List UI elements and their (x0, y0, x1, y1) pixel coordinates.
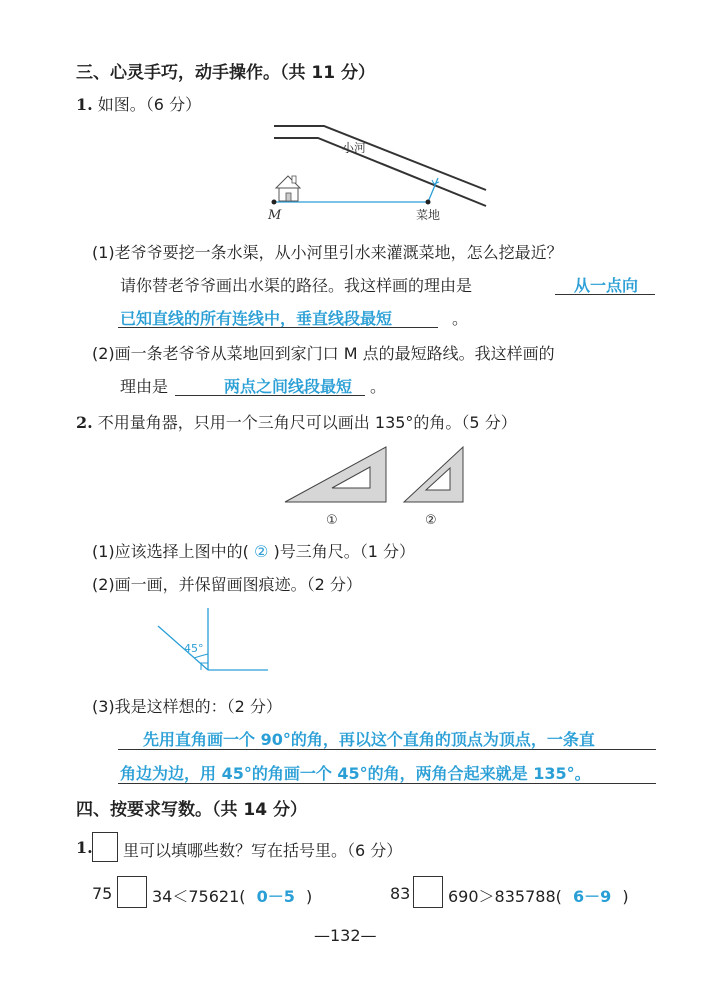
question-1-text: 如图。（6 分） (97, 95, 202, 114)
answer-underline (118, 327, 438, 328)
angle-drawing (150, 604, 270, 684)
blank-box (92, 832, 118, 862)
set-squares-figure (280, 444, 480, 528)
exercise-1-close: ) (305, 887, 313, 906)
q2-part1-suffix: )号三角尺。（1 分） (273, 542, 415, 561)
q2-part3-answer-2: 角边为边，用 45°的角画一个 45°的角，两角合起来就是 135°。 (120, 764, 591, 783)
question-1-number: 1. (76, 95, 93, 114)
section-4-title: 四、按要求写数。（共 14 分） (76, 800, 307, 820)
q2-part2-text: (2)画一画，并保留画图痕迹。（2 分） (92, 575, 362, 594)
q2-part3-text: (3)我是这样想的：（2 分） (92, 697, 282, 716)
m-label: M (268, 208, 282, 223)
q1-part2-prefix: 理由是 (120, 377, 169, 396)
answer-underline (175, 395, 365, 396)
q2-part1-line (92, 539, 415, 562)
page-number: —132— (314, 926, 377, 945)
q1-part1-answer-1: 从一点向 (574, 276, 639, 295)
set-square-1 (285, 447, 386, 502)
s4-question-1-text: 里可以填哪些数？写在括号里。（6 分） (123, 841, 403, 860)
q1-part1-answer-2: 已知直线的所有连线中，垂直线段最短 (120, 309, 393, 328)
exercise-1-prefix: 75 (92, 884, 113, 903)
q1-part1-end: 。 (452, 309, 469, 328)
question-2-number: 2. (76, 413, 93, 432)
exercise-1-blank-box (117, 876, 147, 908)
point-field (426, 200, 431, 205)
exercise-2-suffix: 690＞835788( (448, 887, 562, 906)
set-square-2-label: ② (425, 513, 437, 528)
exercise-2-close: ) (622, 887, 629, 906)
exercise-1-answer: 0－5 (256, 887, 295, 906)
exercise-1-line (152, 884, 312, 907)
q1-part2-answer: 两点之间线段最短 (224, 377, 353, 396)
exercise-1-suffix: 34＜75621( (152, 887, 246, 906)
q1-part2-line1: (2)画一条老爷爷从菜地回到家门口 M 点的最短路线。我这样画的 (92, 344, 555, 363)
q1-part1-line2: 请你替老爷爷画出水渠的路径。我这样画的理由是 (120, 276, 473, 295)
q1-part2-end: 。 (370, 377, 387, 396)
q2-part1-prefix: (1)应该选择上图中的( (92, 542, 249, 561)
angle-45-label: 45° (184, 642, 204, 655)
point-m (272, 200, 277, 205)
exercise-2-blank-box (413, 876, 443, 908)
exercise-2-answer: 6－9 (572, 887, 612, 906)
answer-underline (118, 783, 656, 784)
q1-part1-line1: (1)老爷爷要挖一条水渠，从小河里引水来灌溉菜地，怎么挖最近？ (92, 243, 563, 262)
exercise-2-prefix: 83 (390, 884, 411, 903)
set-square-2 (404, 447, 463, 502)
set-square-1-label: ① (326, 513, 338, 528)
exercise-2-line (448, 884, 629, 907)
river-figure (266, 118, 486, 228)
answer-underline (118, 749, 656, 750)
river-label: 小河 (342, 141, 367, 155)
s4-question-1-number: 1. (76, 838, 93, 857)
question-2-header (76, 410, 517, 433)
question-1-header (76, 92, 201, 115)
question-2-text: 不用量角器，只用一个三角尺可以画出 135°的角。（5 分） (97, 413, 517, 432)
q2-part1-answer: ② (254, 542, 269, 561)
section-3-title: 三、心灵手巧，动手操作。（共 11 分） (76, 63, 375, 83)
house-icon (276, 176, 300, 201)
field-label: 菜地 (416, 208, 441, 222)
q2-part3-answer-1: 先用直角画一个 90°的角，再以这个直角的顶点为顶点，一条直 (143, 730, 595, 749)
answer-underline (555, 294, 655, 295)
